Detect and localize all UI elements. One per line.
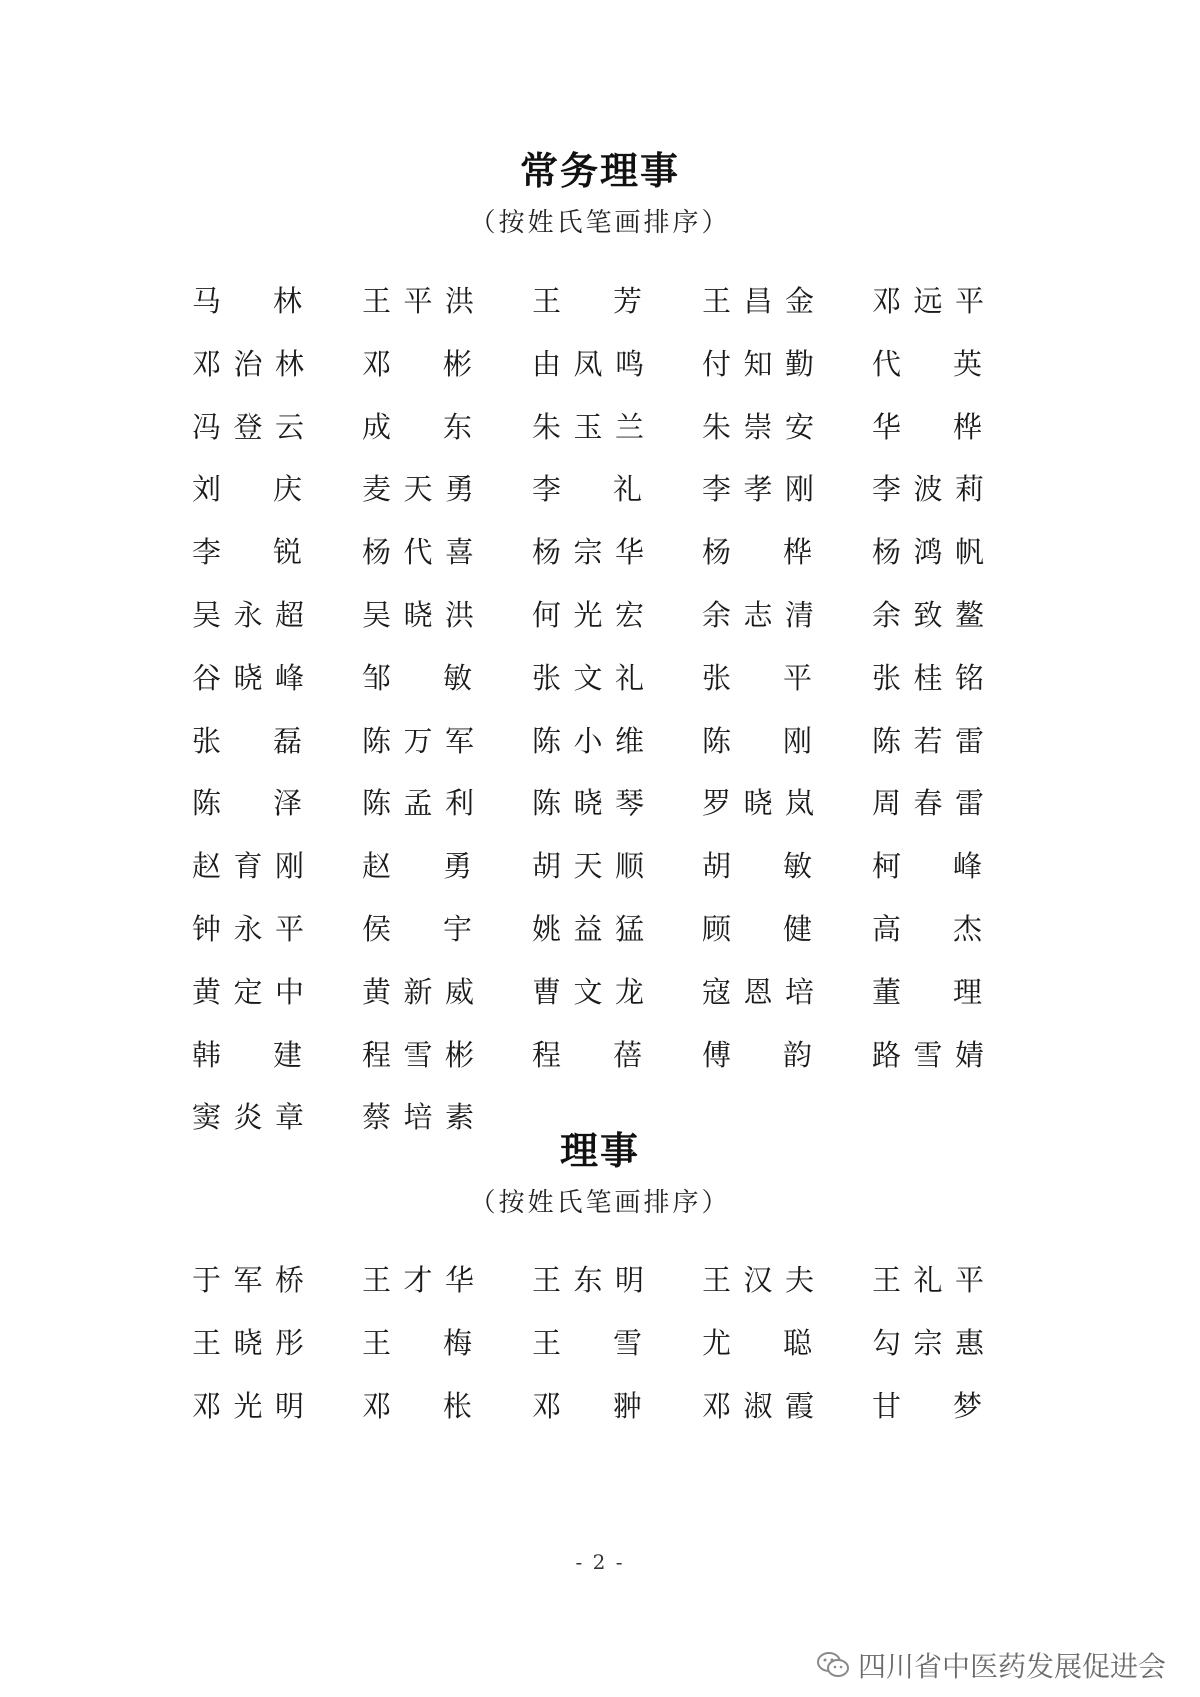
member-name: 尤 聪 xyxy=(702,1325,812,1360)
member-name: 胡 天 顺 xyxy=(532,849,644,884)
member-name: 王 礼 平 xyxy=(872,1263,984,1297)
member-name: 黄 新 威 xyxy=(362,974,474,1009)
page-number: - 2 - xyxy=(575,1550,625,1574)
member-name: 韩 建 xyxy=(192,1037,302,1072)
member-name: 胡 敏 xyxy=(702,849,812,884)
wechat-icon xyxy=(816,1650,850,1680)
member-name: 曹 文 龙 xyxy=(532,974,644,1009)
member-name: 邓 枨 xyxy=(362,1388,472,1423)
member-name: 邓 光 明 xyxy=(192,1388,304,1423)
member-name: 张 桂 铭 xyxy=(872,660,984,695)
watermark xyxy=(816,1645,1166,1685)
member-name: 甘 梦 xyxy=(872,1388,982,1423)
member-name: 寇 恩 培 xyxy=(702,974,814,1009)
member-name: 吴 晓 洪 xyxy=(362,597,474,632)
member-name: 侯 宇 xyxy=(362,911,472,946)
member-name: 柯 峰 xyxy=(872,849,982,884)
section-subtitle-directors: （按姓氏笔画排序） xyxy=(469,1188,731,1218)
section-subtitle-standing-directors: （按姓氏笔画排序） xyxy=(469,208,731,238)
member-name: 余 致 鳌 xyxy=(872,597,984,632)
member-name: 李 波 莉 xyxy=(872,472,984,507)
member-name: 周 春 雷 xyxy=(872,786,984,821)
member-name: 邓 淑 霞 xyxy=(702,1388,814,1423)
member-name: 邓 翀 xyxy=(532,1388,642,1423)
member-name: 陈 孟 利 xyxy=(362,786,474,821)
member-name: 杨 代 喜 xyxy=(362,535,474,570)
member-name: 王 才 华 xyxy=(362,1263,474,1297)
member-name: 张 磊 xyxy=(192,723,302,758)
member-name: 陈 泽 xyxy=(192,786,302,821)
member-name: 刘 庆 xyxy=(192,472,302,507)
member-name: 杨 桦 xyxy=(702,535,812,570)
member-name: 于 军 桥 xyxy=(192,1263,304,1297)
member-name: 朱 崇 安 xyxy=(702,409,814,444)
section-title-standing-directors: 常务理事 xyxy=(519,149,680,193)
member-name: 王 昌 金 xyxy=(702,284,814,318)
member-name: 马 林 xyxy=(192,284,302,318)
member-name: 黄 定 中 xyxy=(192,974,304,1009)
member-name: 邓 彬 xyxy=(362,346,472,381)
member-name: 麦 天 勇 xyxy=(362,472,474,507)
member-name: 何 光 宏 xyxy=(532,597,644,632)
member-name: 李 孝 刚 xyxy=(702,472,814,507)
standing-directors-name-list xyxy=(192,270,1042,1149)
member-name: 顾 健 xyxy=(702,911,812,946)
member-name: 傅 韵 xyxy=(702,1037,812,1072)
member-name: 罗 晓 岚 xyxy=(702,786,814,821)
member-name: 陈 晓 琴 xyxy=(532,786,644,821)
member-name: 窦 炎 章 xyxy=(192,1100,304,1135)
member-name: 陈 若 雷 xyxy=(872,723,984,758)
member-name: 王 平 洪 xyxy=(362,284,474,318)
member-name: 王 雪 xyxy=(532,1325,642,1360)
member-name: 冯 登 云 xyxy=(192,409,304,444)
member-name: 程 雪 彬 xyxy=(362,1037,474,1072)
member-name: 代 英 xyxy=(872,346,982,381)
watermark-text: 四川省中医药发展促进会 xyxy=(857,1650,1166,1683)
member-name: 赵 育 刚 xyxy=(192,849,304,884)
member-name: 蔡 培 素 xyxy=(362,1100,474,1135)
member-name: 付 知 勤 xyxy=(702,346,814,381)
member-name: 杨 宗 华 xyxy=(532,535,644,570)
section-title-directors: 理事 xyxy=(559,1129,640,1173)
member-name: 由 凤 鸣 xyxy=(532,346,644,381)
member-name: 李 锐 xyxy=(192,535,302,570)
member-name: 董 理 xyxy=(872,974,982,1009)
member-name: 张 平 xyxy=(702,660,812,695)
member-name: 王 晓 彤 xyxy=(192,1325,304,1360)
member-name: 邓 治 林 xyxy=(192,346,304,381)
member-name: 姚 益 猛 xyxy=(532,911,644,946)
member-name: 陈 万 军 xyxy=(362,723,474,758)
member-name: 钟 永 平 xyxy=(192,911,304,946)
member-name: 勾 宗 惠 xyxy=(872,1325,984,1360)
member-name: 王 汉 夫 xyxy=(702,1263,814,1297)
member-name: 陈 小 维 xyxy=(532,723,644,758)
member-name: 邓 远 平 xyxy=(872,284,984,318)
member-name: 陈 刚 xyxy=(702,723,812,758)
member-name: 谷 晓 峰 xyxy=(192,660,304,695)
member-name: 朱 玉 兰 xyxy=(532,409,644,444)
member-name: 吴 永 超 xyxy=(192,597,304,632)
member-name: 华 桦 xyxy=(872,409,982,444)
member-name: 杨 鸿 帆 xyxy=(872,535,984,570)
member-name: 余 志 清 xyxy=(702,597,814,632)
member-name: 高 杰 xyxy=(872,911,982,946)
member-name: 赵 勇 xyxy=(362,849,472,884)
member-name: 程 蓓 xyxy=(532,1037,642,1072)
member-name: 王 芳 xyxy=(532,284,642,318)
member-name: 王 东 明 xyxy=(532,1263,644,1297)
member-name: 张 文 礼 xyxy=(532,660,644,695)
member-name: 邹 敏 xyxy=(362,660,472,695)
member-name: 王 梅 xyxy=(362,1325,472,1360)
member-name: 成 东 xyxy=(362,409,472,444)
directors-name-list xyxy=(192,1249,1042,1437)
member-name: 路 雪 婧 xyxy=(872,1037,984,1072)
member-name: 李 礼 xyxy=(532,472,642,507)
